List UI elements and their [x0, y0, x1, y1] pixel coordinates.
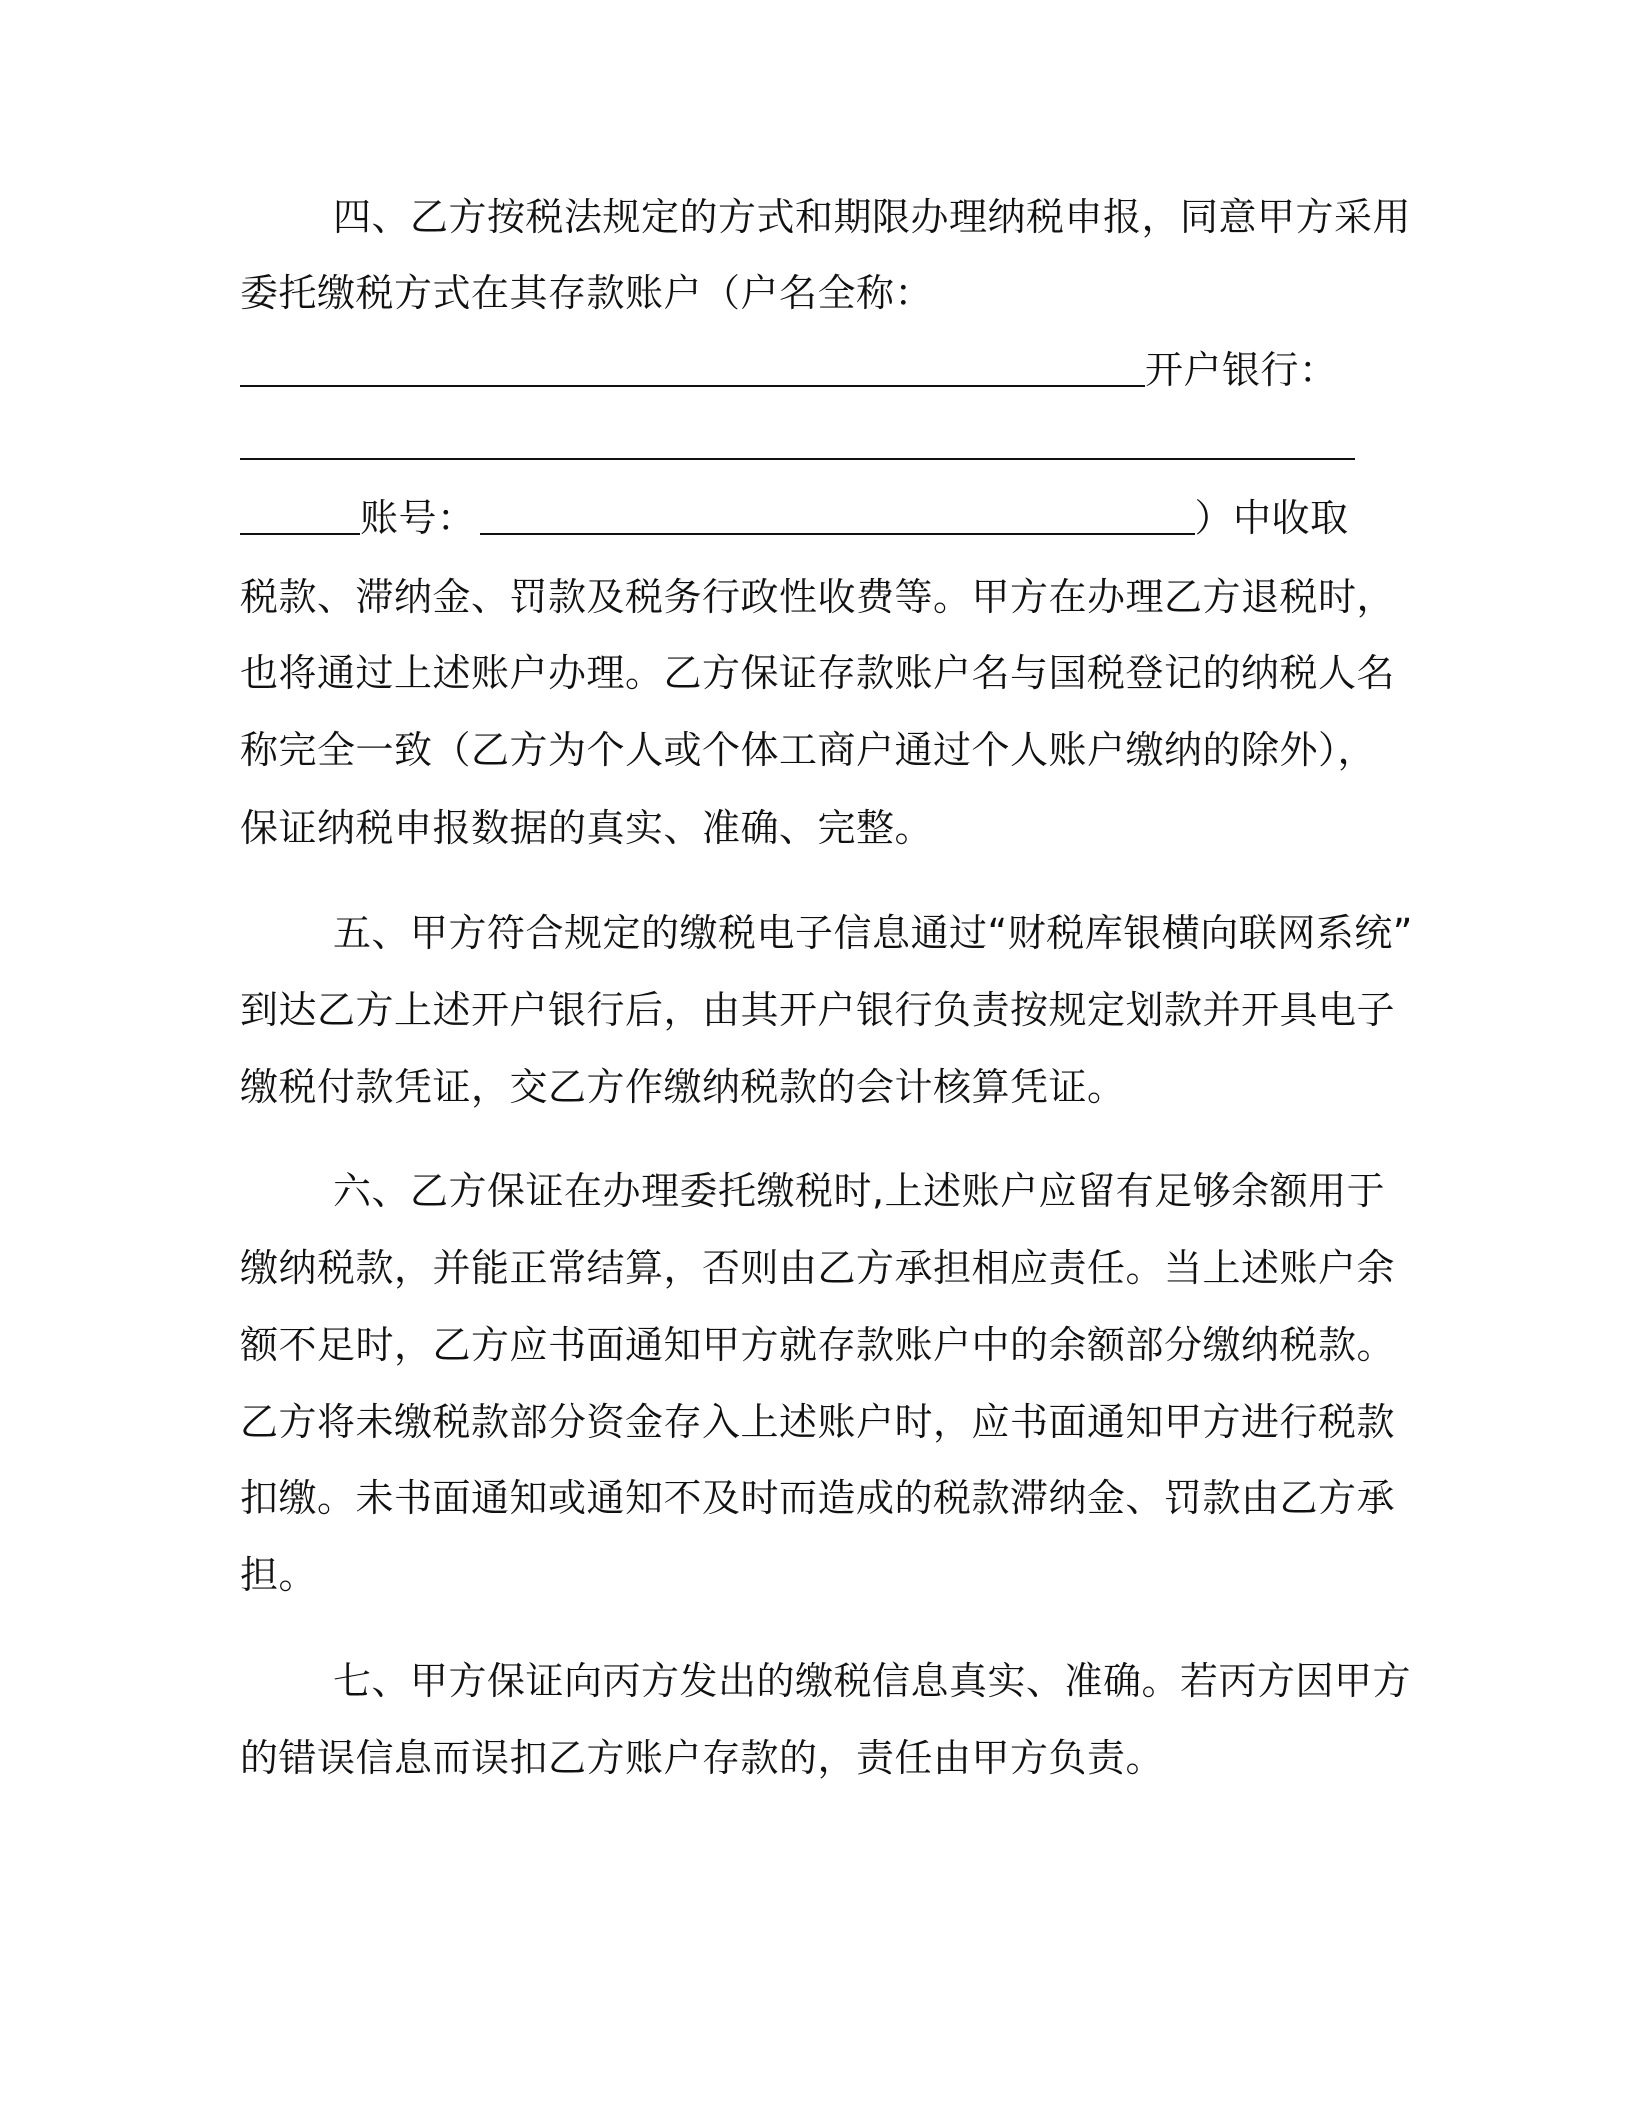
bank-label: 开户银行： — [1145, 348, 1338, 392]
account-name-blank[interactable] — [240, 351, 1145, 387]
clause-7-line-1: 七、甲方保证向丙方发出的缴税信息真实、准确。若丙方因甲方 — [333, 1659, 1412, 1703]
clause-6-line-1: 六、乙方保证在办理委托缴税时,上述账户应留有足够余额用于 — [333, 1169, 1386, 1213]
clause-6-line-4: 乙方将未缴税款部分资金存入上述账户时，应书面通知甲方进行税款 — [240, 1400, 1396, 1444]
clause-4-line-9: 保证纳税申报数据的真实、准确、完整。 — [240, 806, 934, 850]
clause-7-line-2: 的错误信息而误扣乙方账户存款的，责任由甲方负责。 — [240, 1736, 1165, 1780]
after-account-text: ）中收取 — [1194, 496, 1349, 540]
clause-4-line-6: 税款、滞纳金、罚款及税务行政性收费等。甲方在办理乙方退税时， — [240, 575, 1396, 619]
clause-4-line-7: 也将通过上述账户办理。乙方保证存款账户名与国税登记的纳税人名 — [240, 651, 1396, 695]
clause-4-line-4 — [240, 418, 1390, 468]
bank-name-blank-end[interactable] — [240, 499, 360, 535]
clause-4-line-1: 四、乙方按税法规定的方式和期限办理纳税申报，同意甲方采用 — [333, 195, 1412, 239]
clause-5-line-3: 缴税付款凭证，交乙方作缴纳税款的会计核算凭证。 — [240, 1065, 1126, 1109]
clause-6-line-2: 缴纳税款，并能正常结算，否则由乙方承担相应责任。当上述账户余 — [240, 1246, 1396, 1290]
clause-4-line-3 — [240, 345, 1390, 395]
account-number-blank[interactable] — [480, 499, 1195, 535]
clause-6-line-5: 扣缴。未书面通知或通知不及时而造成的税款滞纳金、罚款由乙方承 — [240, 1476, 1396, 1520]
account-label: 账号： — [360, 496, 476, 540]
clause-6-line-3: 额不足时，乙方应书面通知甲方就存款账户中的余额部分缴纳税款。 — [240, 1323, 1396, 1367]
clause-6-line-6: 担。 — [240, 1553, 318, 1597]
clause-5-line-1: 五、甲方符合规定的缴税电子信息通过“财税库银横向联网系统” — [333, 911, 1413, 955]
clause-5-line-2: 到达乙方上述开户银行后，由其开户银行负责按规定划款并开具电子 — [240, 988, 1396, 1032]
bank-name-blank[interactable] — [240, 424, 1355, 460]
clause-4-line-5 — [240, 493, 1390, 543]
clause-4-line-8: 称完全一致（乙方为个人或个体工商户通过个人账户缴纳的除外）， — [240, 728, 1377, 772]
clause-4-line-2: 委托缴税方式在其存款账户（户名全称： — [240, 271, 934, 315]
